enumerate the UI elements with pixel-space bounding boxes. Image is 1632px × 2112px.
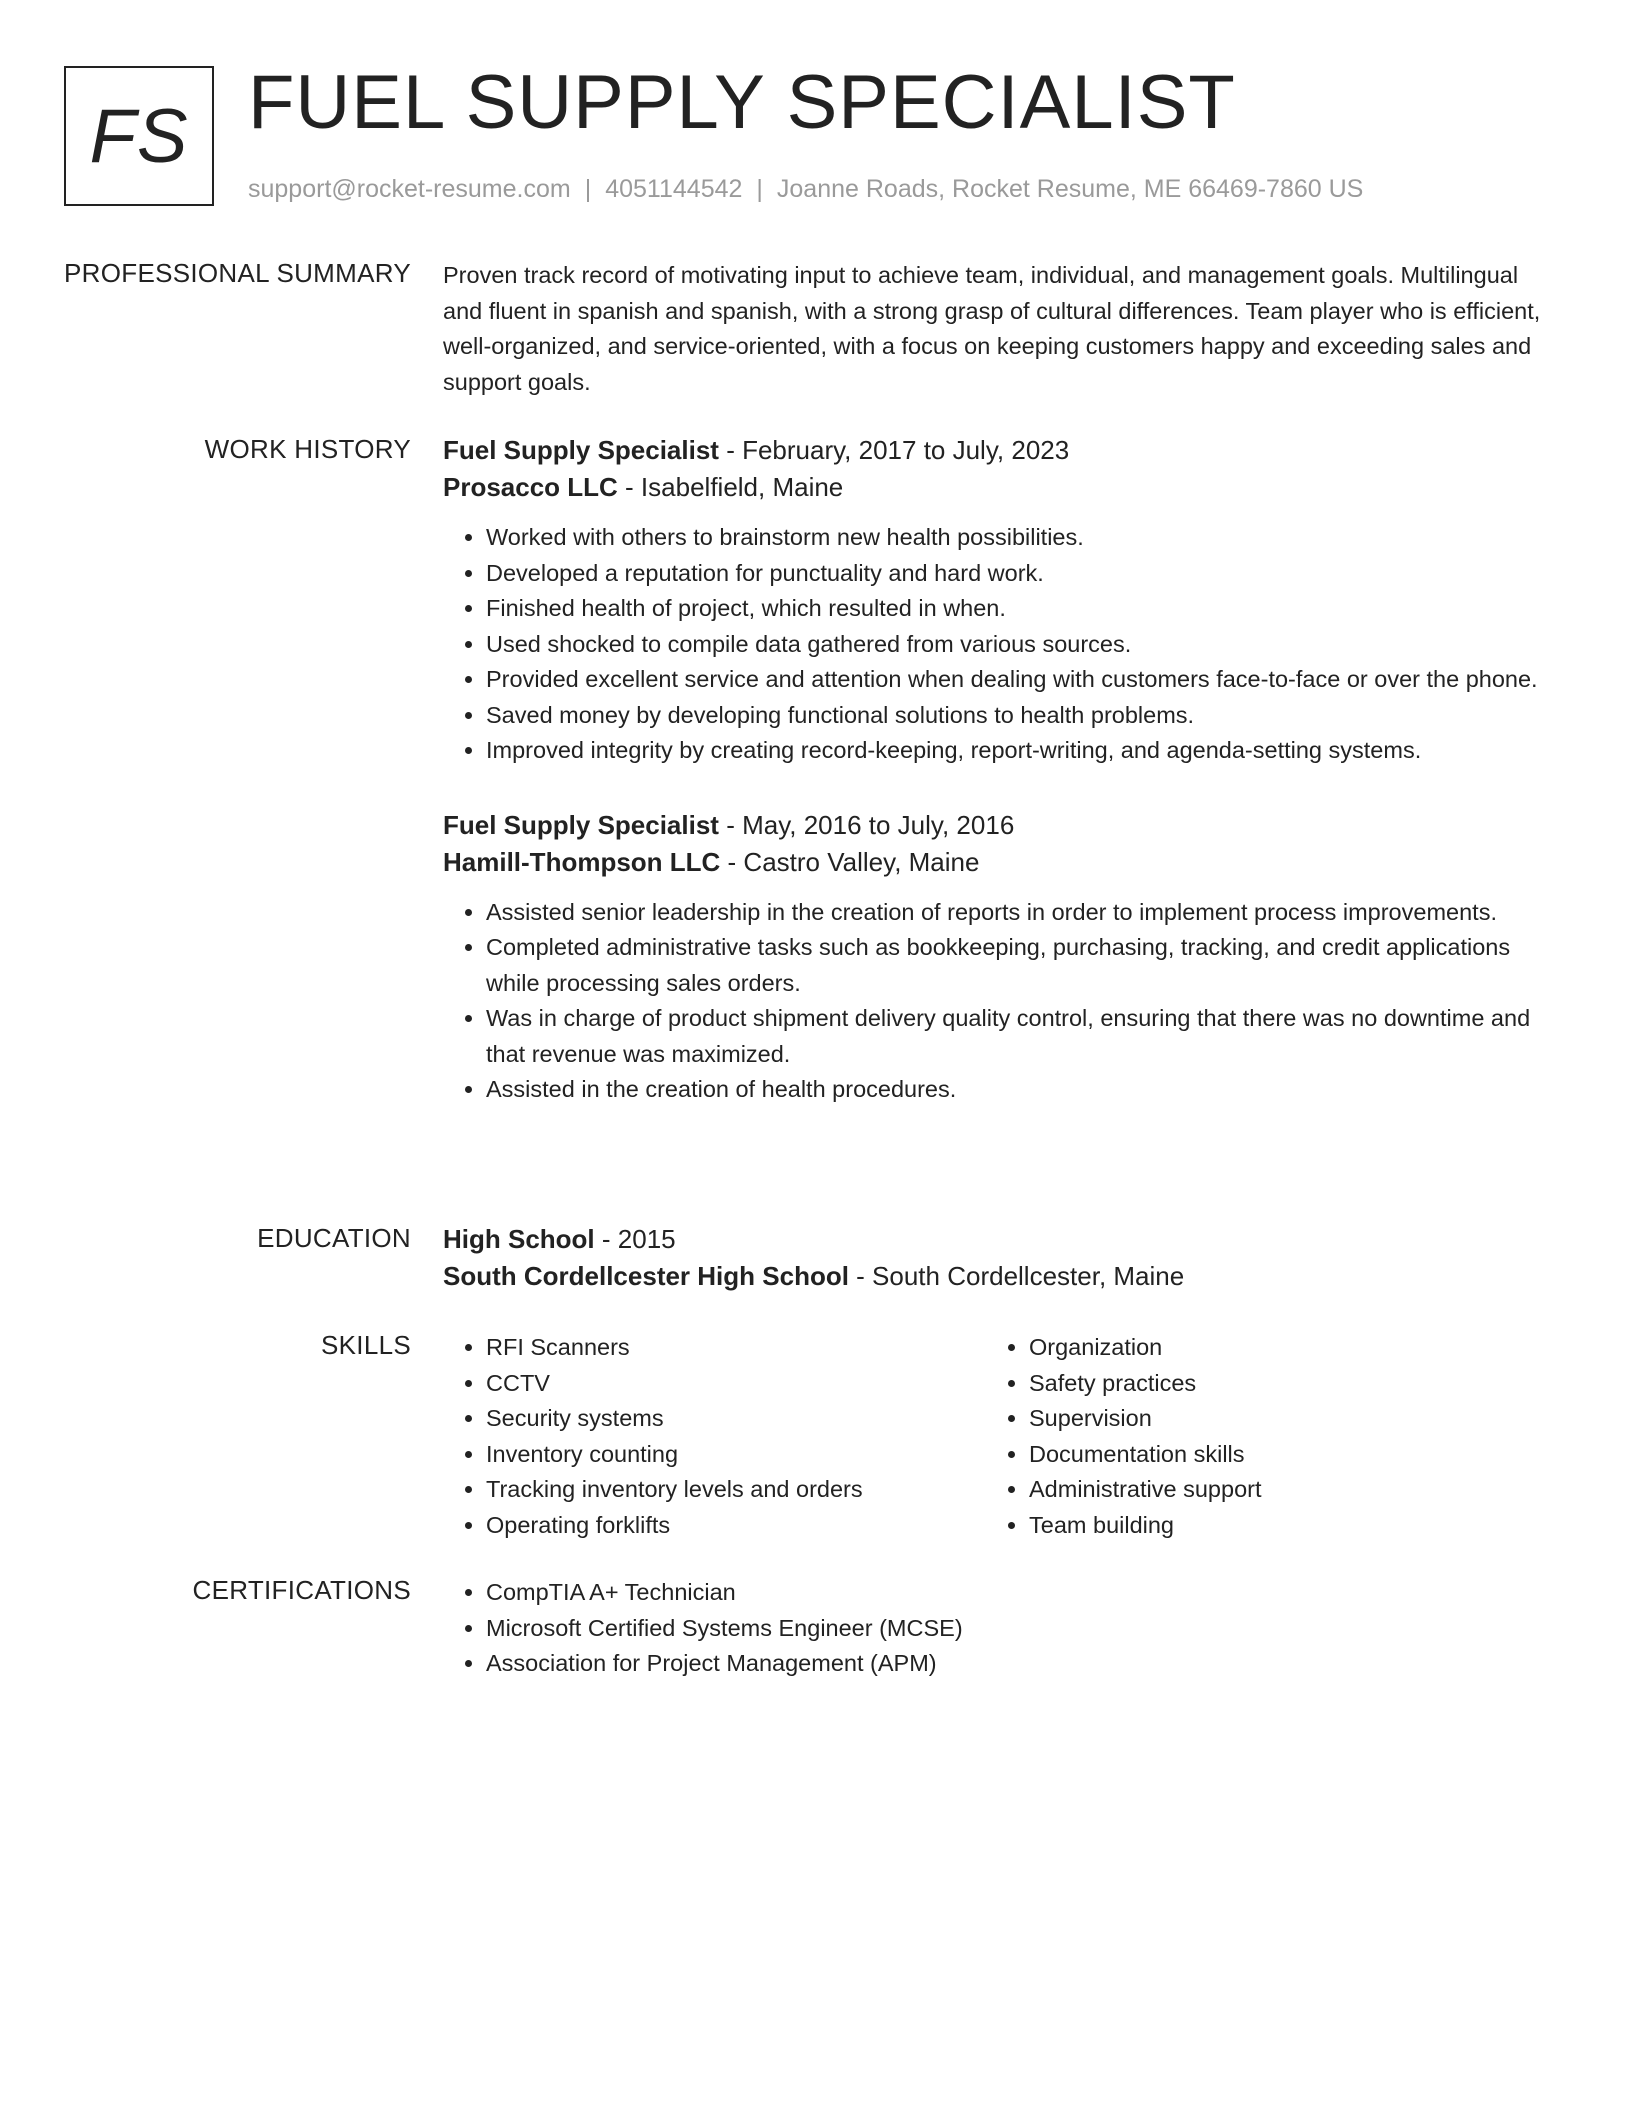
- list-item: • Operating forklifts: [486, 1508, 986, 1544]
- education-school: South Cordellcester High School: [443, 1261, 849, 1291]
- section-label-certifications: CERTIFICATIONS: [192, 1575, 411, 1605]
- contact-email[interactable]: support@rocket-resume.com: [248, 175, 571, 203]
- contact-address: Joanne Roads, Rocket Resume, ME 66469-7860 US: [776, 175, 1364, 203]
- job-bullets: [443, 520, 1555, 769]
- skills-body: [443, 1330, 1555, 1543]
- job-location: - Isabelfield, Maine: [617, 472, 844, 502]
- certifications-body: [443, 1575, 1555, 1682]
- job-entry: [443, 432, 1555, 769]
- education-school-line: [443, 1258, 1555, 1295]
- job-bullets: [443, 895, 1555, 1108]
- skills-list-right: [986, 1330, 1529, 1543]
- section-label-skills: SKILLS: [321, 1330, 411, 1360]
- list-item: • Documentation skills: [1029, 1437, 1529, 1473]
- list-item: • Team building: [1029, 1508, 1529, 1544]
- education-degree-line: [443, 1221, 1555, 1258]
- list-item: • Inventory counting: [486, 1437, 986, 1473]
- job-dates: - May, 2016 to July, 2016: [718, 809, 1015, 840]
- list-item: • Organization: [1029, 1330, 1529, 1366]
- job-title-line: [443, 807, 1555, 844]
- contact-separator: |: [584, 175, 592, 203]
- section-label-education: EDUCATION: [257, 1223, 411, 1253]
- job-title: Fuel Supply Specialist: [443, 435, 719, 465]
- list-item: • Was in charge of product shipment delivery quality control, ensuring that there was no downtime and that revenue was maximized.: [486, 1001, 1555, 1072]
- monogram-logo: FS: [64, 66, 214, 206]
- list-item: • CompTIA A+ Technician: [486, 1575, 1555, 1611]
- list-item: • Provided excellent service and attention when dealing with customers face-to-face or over the phone.: [486, 662, 1555, 698]
- list-item: • Association for Project Management (APM): [486, 1646, 1555, 1682]
- education-degree: High School: [443, 1224, 595, 1254]
- contact-separator: |: [756, 175, 763, 203]
- job-title-line: [443, 432, 1555, 469]
- list-item: • Developed a reputation for punctuality and hard work.: [486, 556, 1555, 592]
- job-company: Prosacco LLC: [443, 472, 618, 502]
- skills-list-left: [443, 1330, 986, 1543]
- resume-title: FUEL SUPPLY SPECIALIST: [248, 60, 1236, 145]
- job-company-line: [443, 469, 1555, 506]
- list-item: • Used shocked to compile data gathered from various sources.: [486, 627, 1555, 663]
- job-dates: - February, 2017 to July, 2023: [718, 435, 1070, 465]
- list-item: • Finished health of project, which resulted in when.: [486, 591, 1555, 627]
- job-entry: [443, 807, 1555, 1108]
- section-label-summary: PROFESSIONAL SUMMARY: [64, 258, 411, 288]
- contact-phone[interactable]: 4051144542: [605, 175, 743, 203]
- list-item: • Worked with others to brainstorm new health possibilities.: [486, 520, 1555, 556]
- list-item: • Supervision: [1029, 1401, 1529, 1437]
- education-location: - South Cordellcester, Maine: [848, 1261, 1185, 1291]
- list-item: • RFI Scanners: [486, 1330, 986, 1366]
- list-item: • CCTV: [486, 1366, 986, 1402]
- education-year: - 2015: [594, 1224, 676, 1254]
- list-item: • Security systems: [486, 1401, 986, 1437]
- contact-line: [248, 174, 1363, 204]
- job-company-line: [443, 844, 1555, 881]
- section-label-work-history: WORK HISTORY: [204, 434, 411, 464]
- list-item: • Saved money by developing functional solutions to health problems.: [486, 698, 1555, 734]
- list-item: • Assisted senior leadership in the creation of reports in order to implement process improvements.: [486, 895, 1555, 931]
- certifications-list: [443, 1575, 1555, 1682]
- summary-text: Proven track record of motivating input to achieve team, individual, and management goals. Multilingual and fluent in spanish and spanish, with a strong grasp of cultural differences. Team player who is efficient, well-organized, and service-oriented, with a focus on keeping customers happy and exceeding sales and support goals.: [443, 262, 1541, 395]
- list-item: • Microsoft Certified Systems Engineer (MCSE): [486, 1611, 1555, 1647]
- list-item: • Tracking inventory levels and orders: [486, 1472, 986, 1508]
- job-company: Hamill-Thompson LLC: [443, 846, 721, 877]
- list-item: • Improved integrity by creating record-keeping, report-writing, and agenda-setting systems.: [486, 733, 1555, 769]
- job-title: Fuel Supply Specialist: [443, 809, 719, 840]
- list-item: • Safety practices: [1029, 1366, 1529, 1402]
- education-body: [443, 1221, 1555, 1295]
- job-location: - Castro Valley, Maine: [720, 846, 980, 877]
- list-item: • Completed administrative tasks such as bookkeeping, purchasing, tracking, and credit applications while processing sales orders.: [486, 930, 1555, 1001]
- list-item: • Assisted in the creation of health procedures.: [486, 1072, 1555, 1108]
- work-history-body: [443, 432, 1555, 1108]
- list-item: • Administrative support: [1029, 1472, 1529, 1508]
